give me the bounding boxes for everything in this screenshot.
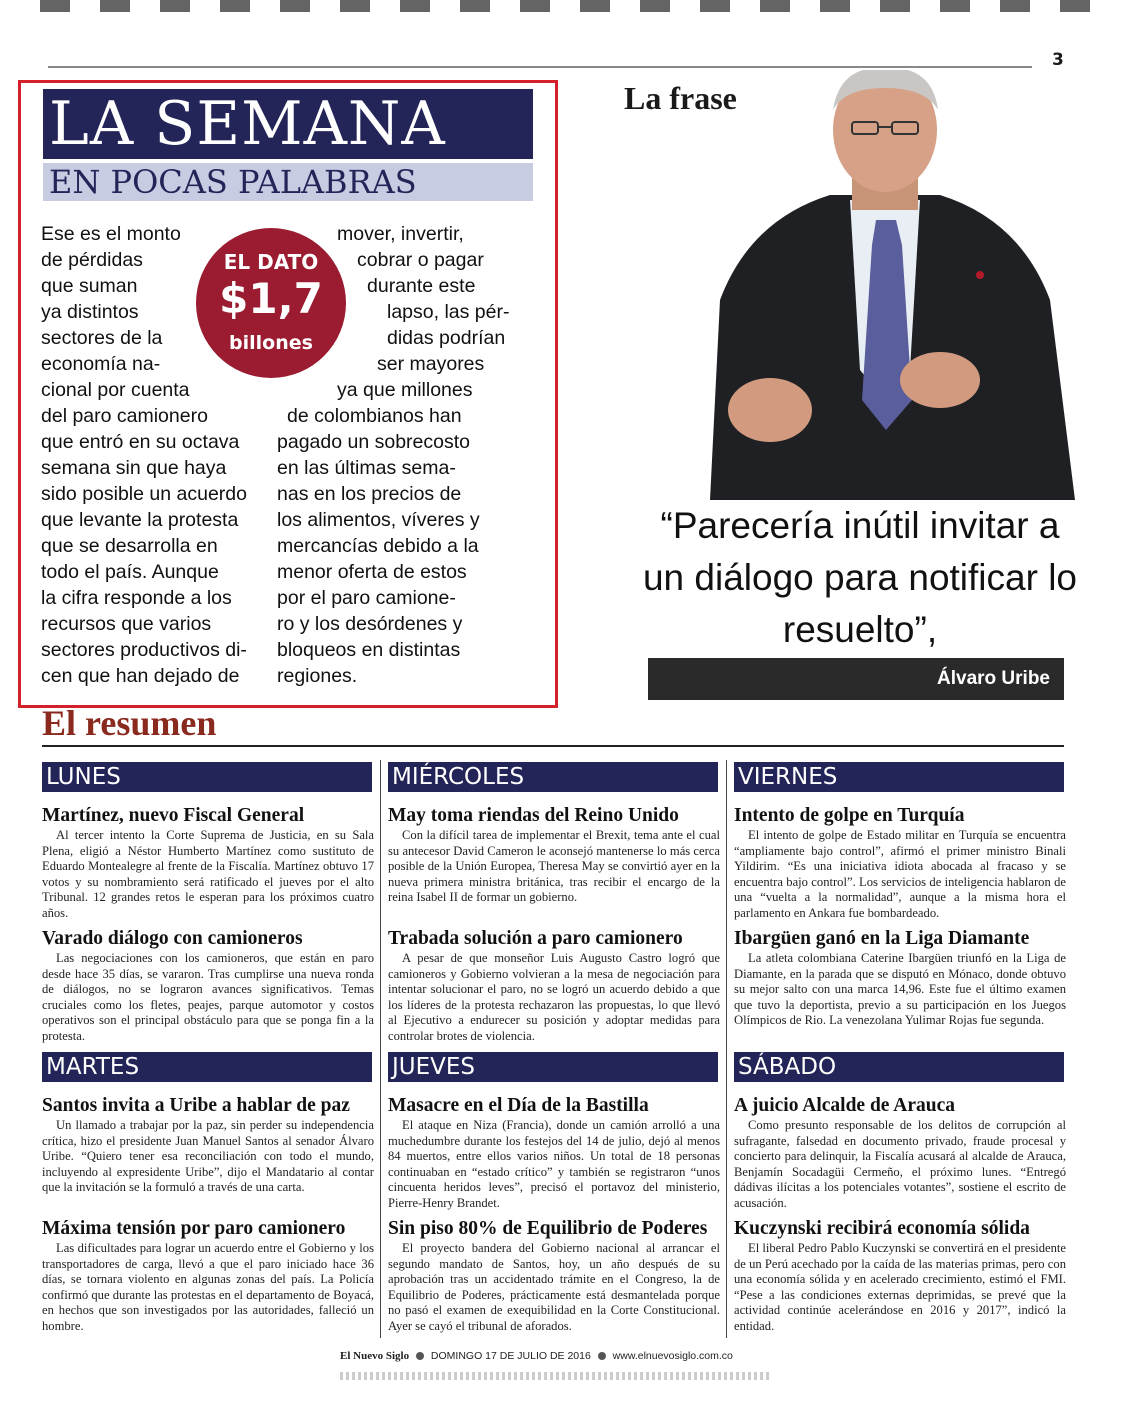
footer-brand: El Nuevo Siglo: [340, 1350, 410, 1362]
article-headline: Santos invita a Uribe a hablar de paz: [42, 1095, 350, 1116]
la-semana-text-line: Ese es el monto: [41, 223, 181, 245]
la-semana-text-line: menor oferta de estos: [277, 561, 467, 583]
frase-quote: “Parecería inútil invitar a un diálogo para notificar lo resuelto”,: [642, 505, 1077, 650]
la-semana-text-line: ro y los desórdenes y: [277, 613, 463, 635]
la-semana-text-line: sectores de la: [41, 327, 163, 349]
la-semana-text-line: en las últimas sema-: [277, 457, 456, 479]
la-semana-text-line: sectores productivos di-: [41, 639, 247, 661]
la-semana-text-line: de colombianos han: [287, 405, 462, 427]
la-semana-text-line: por el paro camione-: [277, 587, 456, 609]
page-number: 3: [1052, 50, 1064, 70]
la-semana-text-line: ya que millones: [337, 379, 473, 401]
article-headline: Martínez, nuevo Fiscal General: [42, 805, 305, 826]
la-semana-text-line: mercancías debido a la: [277, 535, 479, 557]
la-semana-text-line: que levante la protesta: [41, 509, 239, 531]
la-semana-text-line: nas en los precios de: [277, 483, 462, 505]
la-semana-text-line: de pérdidas: [41, 249, 143, 271]
column-divider-2: [726, 760, 727, 1338]
la-semana-text-line: bloqueos en distintas: [277, 639, 461, 661]
la-semana-box: [18, 80, 558, 708]
la-semana-text-line: que se desarrolla en: [41, 535, 218, 557]
bullet-icon: [598, 1352, 606, 1360]
la-semana-text-line: semana sin que haya: [41, 457, 227, 479]
article-body: Las negociaciones con los camioneros, que están en paro desde hace 35 días, se vararon. Tras cumplirse una nueva ronda de diálogos, no se lograron avances significativos. Temas cruciales como los fletes, peajes, parque automotor y costos operativos son el principal obstáculo para que se ponga fin a la protesta.: [42, 951, 374, 1043]
la-semana-text-line: del paro camionero: [41, 405, 208, 427]
el-resumen-title: El resumen: [42, 703, 217, 743]
la-semana-text-line: todo el país. Aunque: [41, 561, 219, 583]
column-divider-1: [380, 760, 381, 1338]
article-headline: Kuczynski recibirá economía sólida: [734, 1218, 1030, 1239]
la-semana-subtitle: EN POCAS PALABRAS: [43, 163, 533, 201]
article-body: El intento de golpe de Estado militar en Turquía se encuentra “ampliamente bajo control”, afirmó el primer ministro Binali Yildirim. “Es una iniciativa idiota abocada al fracaso y se encuentra bajo control”. Los servicios de inteligencia hablaron de una “vuelta a la normalidad”, aunque a la misma hora el parlamento en Ankara fue bombardeado.: [734, 828, 1066, 920]
la-semana-text-line: cional por cuenta: [41, 379, 190, 401]
article-sabado-1: [734, 1095, 1066, 1212]
frase-author: Álvaro Uribe: [648, 658, 1064, 700]
article-miercoles-2: [388, 928, 720, 1045]
day-header-miercoles: MIÉRCOLES: [388, 762, 718, 792]
article-headline: Ibargüen ganó en la Liga Diamante: [734, 928, 1030, 949]
article-body: Como presunto responsable de los delitos de corrupción al sufragante, falsedad en documento privado, fraude procesal y concierto para delinquir, la Fiscalía acusará al alcalde de Arauca, Benjamín Socadagüi Cermeño, el próximo lunes. “Entregó dádivas ilícitas a los potenciales votantes”, sostiene el escrito de acusación.: [734, 1118, 1066, 1210]
la-semana-text-line: pagado un sobrecosto: [277, 431, 470, 453]
article-lunes-2: [42, 928, 374, 1045]
la-frase-heading: La frase: [624, 80, 737, 116]
article-body: El proyecto bandera del Gobierno nacional al arrancar el segundo mandato de Santos, hoy, un año después de su aprobación tras un accidentado trámite en el Congreso, la de Equilibrio de Poderes, prácticamente está desmantelada porque no pasó el examen de exequibilidad en la Corte Constitucional. Ayer se cayó el tribunal de aforados.: [388, 1241, 720, 1333]
la-semana-text-line: didas podrían: [387, 327, 506, 349]
article-headline: Sin piso 80% de Equilibrio de Poderes: [388, 1218, 708, 1239]
header-rule: [48, 66, 1032, 68]
la-semana-text-line: los alimentos, víveres y: [277, 509, 480, 531]
la-semana-text-line: mover, invertir,: [337, 223, 464, 245]
la-semana-text-line: sido posible un acuerdo: [41, 483, 247, 505]
article-body: La atleta colombiana Caterine Ibargüen triunfó en la Liga de Diamante, en la parada que se disputó en Mónaco, donde obtuvo su mejor salto con una marca 14,96. Este fue el último examen que tuvo la deportista, previo a su participación en los Juegos Olímpicos de Rio. La venezolana Yulimar Rojas fue segunda.: [734, 951, 1066, 1028]
article-headline: Trabada solución a paro camionero: [388, 928, 683, 949]
day-header-lunes: LUNES: [42, 762, 372, 792]
la-semana-text-line: recursos que varios: [41, 613, 212, 635]
article-headline: Intento de golpe en Turquía: [734, 805, 965, 826]
page-top-edge: [40, 0, 1090, 12]
article-body: Al tercer intento la Corte Suprema de Justicia, en su Sala Plena, eligió a Néstor Humberto Martínez como sustituto de Eduardo Montealegre al frente de la Fiscalía. Martínez obtuvo 17 votos y su nombramiento será ratificado el jueves por el alto Tribunal. 12 grandes retos le esperan para los próximos cuatro años.: [42, 828, 374, 920]
article-headline: Masacre en el Día de la Bastilla: [388, 1095, 649, 1116]
article-miercoles-1: [388, 805, 720, 906]
article-viernes-1: [734, 805, 1066, 922]
article-martes-2: [42, 1218, 374, 1335]
footer-url: www.elnuevosiglo.com.co: [612, 1350, 733, 1362]
la-semana-text-line: ya distintos: [41, 301, 139, 323]
article-viernes-2: [734, 928, 1066, 1029]
la-semana-text-line: que entró en su octava: [41, 431, 240, 453]
la-semana-text-line: cen que han dejado de: [41, 665, 240, 687]
article-body: El ataque en Niza (Francia), donde un camión arrolló a una muchedumbre durante los festejos del 14 de julio, dejó al menos 84 muertos, entre ellos varios niños. Un total de 18 personas continuaban en “estado crítico” y también se registraron “unos cincuenta heridos leves”, precisó el portavoz del ministerio, Pierre-Henry Brandet.: [388, 1118, 720, 1210]
article-sabado-2: [734, 1218, 1066, 1335]
day-header-sabado: SÁBADO: [734, 1052, 1064, 1082]
article-lunes-1: [42, 805, 374, 922]
el-dato-badge: [196, 228, 346, 378]
article-body: Las dificultades para lograr un acuerdo entre el Gobierno y los transportadores de carga, llevó a que el paro iniciado hace 36 días, se tornara violento en algunas zonas del país. La Policía confirmó que durante las protestas en el departamento de Boyacá, en hechos que son investigados por las autoridades, falleció un hombre.: [42, 1241, 374, 1333]
day-header-viernes: VIERNES: [734, 762, 1064, 792]
article-body: A pesar de que monseñor Luis Augusto Castro logró que camioneros y Gobierno volvieran a la mesa de negociación para intentar solucionar el paro, no se logró un acuerdo debido a que los líderes de la protesta rechazaron las propuestas, lo que llevó al Ejecutivo a endurecer su posición y adoptar medidas para controlar brotes de violencia.: [388, 951, 720, 1043]
footer-scan-noise: [340, 1372, 770, 1380]
day-header-martes: MARTES: [42, 1052, 372, 1082]
article-jueves-2: [388, 1218, 720, 1335]
la-semana-text-line: durante este: [367, 275, 476, 297]
article-headline: Máxima tensión por paro camionero: [42, 1218, 346, 1239]
page-footer: [340, 1350, 733, 1362]
day-header-jueves: JUEVES: [388, 1052, 718, 1082]
la-semana-text-line: lapso, las pér-: [387, 301, 510, 323]
la-semana-text-line: ser mayores: [377, 353, 485, 375]
el-resumen-rule: [42, 745, 1064, 747]
article-martes-1: [42, 1095, 374, 1196]
footer-date: DOMINGO 17 DE JULIO DE 2016: [430, 1350, 591, 1362]
el-dato-value: $1,7: [219, 274, 323, 323]
article-body: El liberal Pedro Pablo Kuczynski se convertirá en el presidente de un Perú acechado por la caída de las materias primas, pero con una economía sólida y en acelerado crecimiento, estimó el FMI. “Pese a las condiciones externas deprimidas, se prevé que la actividad continúe acelerándose en 2016 y 2017”, indicó la entidad.: [734, 1241, 1066, 1333]
la-semana-title: LA SEMANA: [43, 89, 533, 159]
alvaro-uribe-photo: [680, 70, 1090, 500]
el-dato-label: EL DATO: [223, 250, 319, 274]
article-body: Un llamado a trabajar por la paz, sin perder su independencia crítica, hizo el presidente Juan Manuel Santos al senador Álvaro Uribe. “Quiero tener esa reconciliación con todo el mundo, incluyendo al expresidente Uribe”, dijo el Mandatario al contar que la invitación se la formuló a través de una carta.: [42, 1118, 374, 1195]
article-headline: A juicio Alcalde de Arauca: [734, 1095, 955, 1116]
article-headline: May toma riendas del Reino Unido: [388, 805, 679, 826]
la-semana-text-line: la cifra responde a los: [41, 587, 232, 609]
la-semana-text-line: regiones.: [277, 665, 358, 687]
la-semana-text-line: cobrar o pagar: [357, 249, 484, 271]
el-dato-unit: billones: [229, 332, 313, 354]
article-jueves-1: [388, 1095, 720, 1212]
la-semana-text-line: economía na-: [41, 353, 161, 375]
article-body: Con la difícil tarea de implementar el Brexit, tema ante el cual su antecesor David Cameron le aconsejó mantenerse lo más cerca posible de la Unión Europea, Theresa May se convirtió ayer en la nueva primera ministra británica, tras recibir el encargo de la reina Isabel II de formar un gobierno.: [388, 828, 720, 905]
la-semana-text-line: que suman: [41, 275, 138, 297]
article-headline: Varado diálogo con camioneros: [42, 928, 303, 949]
bullet-icon: [416, 1352, 424, 1360]
